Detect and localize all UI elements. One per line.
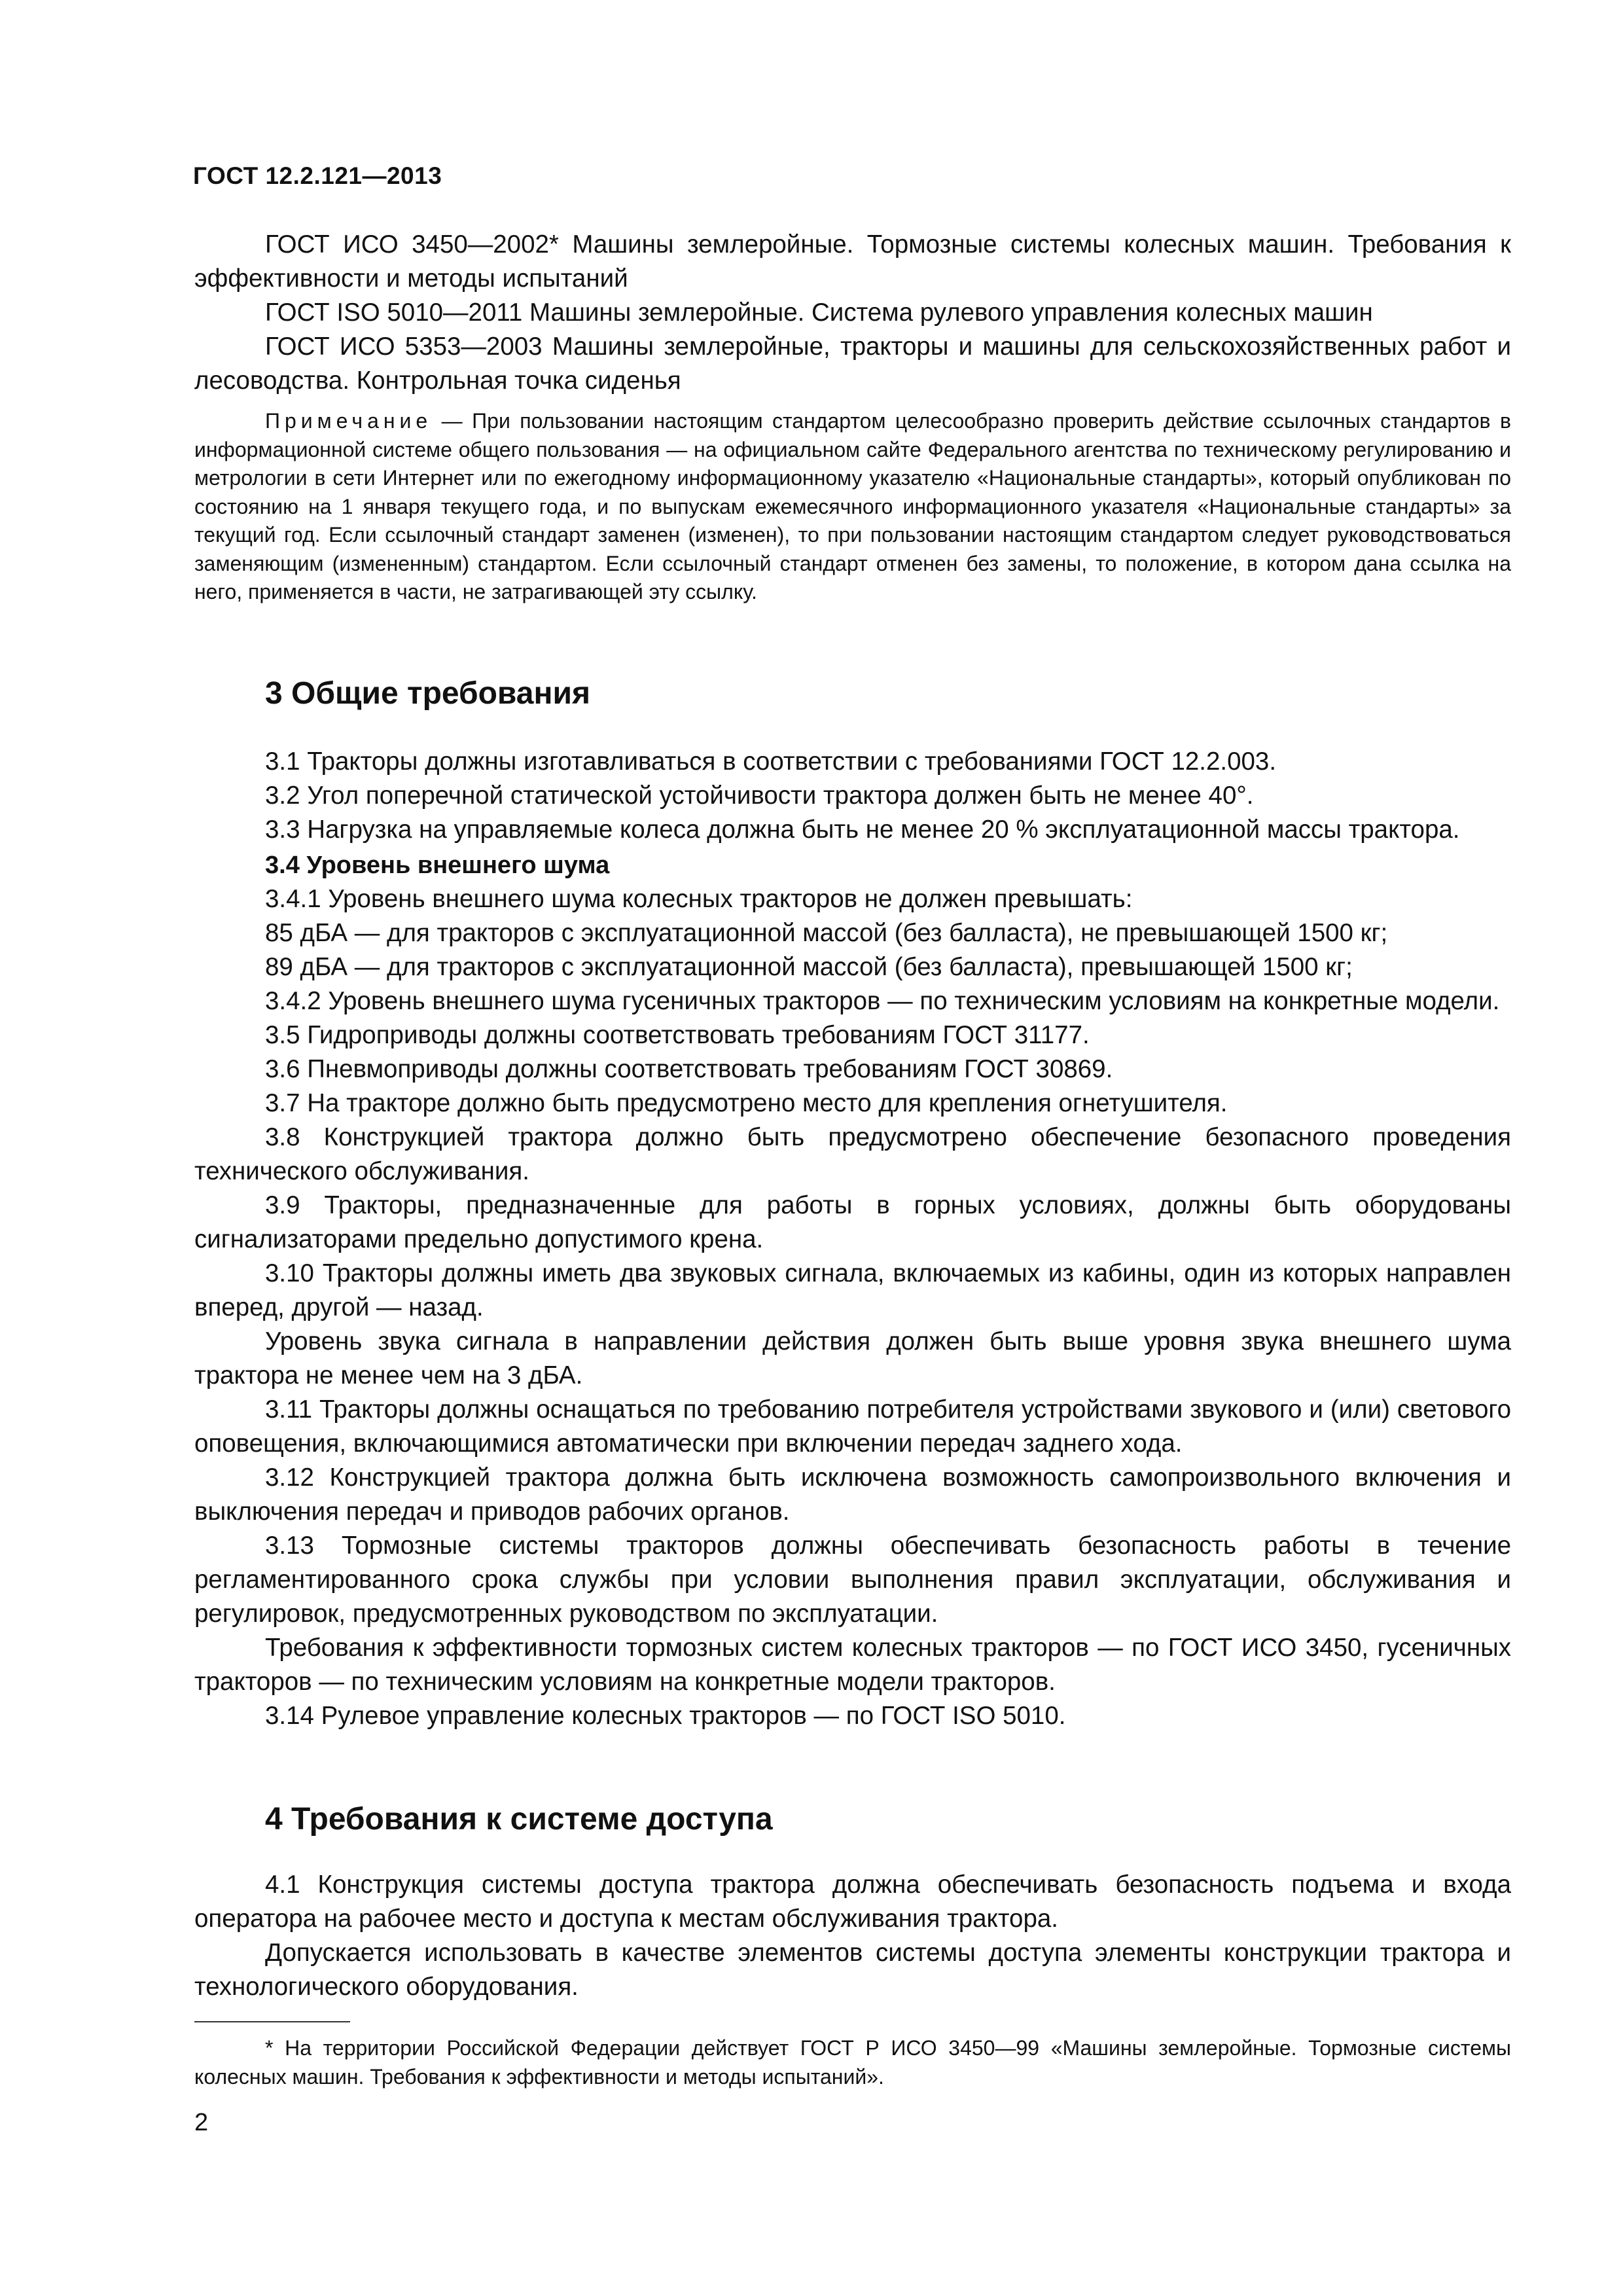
- clause-3-6: 3.6 Пневмоприводы должны соответствовать требованиям ГОСТ 30869.: [265, 1055, 1113, 1083]
- clause-3-5: 3.5 Гидроприводы должны соответствовать требованиям ГОСТ 31177.: [265, 1021, 1090, 1049]
- clause-3-1: 3.1 Тракторы должны изготавливаться в соответствии с требованиями ГОСТ 12.2.003.: [265, 747, 1277, 776]
- clause-3-4-heading: 3.4 Уровень внешнего шума: [265, 852, 610, 879]
- note-label: Примечание: [265, 409, 433, 433]
- clause-3-4-2: 3.4.2 Уровень внешнего шума гусеничных тракторов — по техническим условиям на конкретные модели.: [265, 987, 1500, 1015]
- clause-4-1-b: Допускается использовать в качестве элементов системы доступа элементы конструкции трактора и технологического оборудования.: [194, 1939, 1511, 2001]
- clause-3-3: 3.3 Нагрузка на управляемые колеса должна быть не менее 20 % эксплуатационной массы трактора.: [265, 816, 1460, 844]
- section-3: [194, 674, 1511, 1733]
- clause-3-4-1-b: 89 дБА — для тракторов с эксплуатационной массой (без балласта), превышающей 1500 кг;: [265, 953, 1353, 981]
- clause-3-7: 3.7 На тракторе должно быть предусмотрено место для крепления огнетушителя.: [265, 1089, 1228, 1117]
- note-paragraph: [194, 407, 1511, 607]
- clause-3-4-1-a: 85 дБА — для тракторов с эксплуатационной массой (без балласта), не превышающей 1500 кг;: [265, 919, 1388, 947]
- clause-3-14: 3.14 Рулевое управление колесных тракторов — по ГОСТ ISO 5010.: [265, 1702, 1066, 1730]
- clause-3-2: 3.2 Угол поперечной статической устойчивости трактора должен быть не менее 40°.: [265, 781, 1254, 810]
- reference-iso-5010: ГОСТ ISO 5010—2011 Машины землеройные. Система рулевого управления колесных машин: [265, 298, 1373, 327]
- reference-iso-5353: ГОСТ ИСО 5353—2003 Машины землеройные, тракторы и машины для сельскохозяйственных работ и лесоводства. Контрольная точка сиденья: [194, 332, 1511, 395]
- footnote-separator: [194, 2021, 350, 2022]
- footnote-block: [194, 2034, 1511, 2091]
- note-text: — При пользовании настоящим стандартом целесообразно проверить действие ссылочных стандартов в информационной системе общего пользования — на официальном сайте Федерального агентства по техническому регулированию и метрологии в сети Интернет или по ежегодному информационному указателю «Национальные стандарты», который опубликован по состоянию на 1 января текущего года, и по выпускам ежемесячного информационного указателя «Национальные стандарты» за текущий год. Если ссылочный стандарт заменен (изменен), то при пользовании настоящим стандартом следует руководствоваться заменяющим (измененным) стандартом. Если ссылочный стандарт отменен без замены, то положение, в котором дана ссылка на него, применяется в части, не затрагивающей эту ссылку.: [194, 409, 1511, 603]
- references-block: [194, 228, 1511, 398]
- clause-3-13-b: Требования к эффективности тормозных систем колесных тракторов — по ГОСТ ИСО 3450, гусеничных тракторов — по техническим условиям на конкретные модели тракторов.: [194, 1634, 1511, 1696]
- note-block: [194, 407, 1511, 607]
- section-4-heading: 4 Требования к системе доступа: [265, 1802, 773, 1837]
- page-header: ГОСТ 12.2.121—2013: [193, 162, 442, 189]
- clause-3-9: 3.9 Тракторы, предназначенные для работы в горных условиях, должны быть оборудованы сигнализаторами предельно допустимого крена.: [194, 1191, 1511, 1253]
- clause-3-10: 3.10 Тракторы должны иметь два звуковых сигнала, включаемых из кабины, один из которых направлен вперед, другой — назад.: [194, 1259, 1511, 1321]
- section-3-heading: 3 Общие требования: [265, 676, 590, 711]
- clause-3-8: 3.8 Конструкцией трактора должно быть предусмотрено обеспечение безопасного проведения технического обслуживания.: [194, 1123, 1511, 1185]
- clause-4-1: 4.1 Конструкция системы доступа трактора должна обеспечивать безопасность подъема и входа оператора на рабочее место и доступа к местам обслуживания трактора.: [194, 1871, 1511, 1933]
- clause-3-11: 3.11 Тракторы должны оснащаться по требованию потребителя устройствами звукового и (или) светового оповещения, включающимися автоматически при включении передач заднего хода.: [194, 1395, 1511, 1458]
- page-number: 2: [194, 2109, 209, 2136]
- clause-3-10-b: Уровень звука сигнала в направлении действия должен быть выше уровня звука внешнего шума трактора не менее чем на 3 дБА.: [194, 1327, 1511, 1390]
- clause-3-12: 3.12 Конструкцией трактора должна быть исключена возможность самопроизвольного включения и выключения передач и приводов рабочих органов.: [194, 1463, 1511, 1526]
- section-4: [194, 1800, 1511, 2004]
- footnote-text: * На территории Российской Федерации действует ГОСТ Р ИСО 3450—99 «Машины землеройные. Тормозные системы колесных машин. Требования к эффективности и методы испытаний».: [194, 2036, 1511, 2089]
- reference-iso-3450: ГОСТ ИСО 3450—2002* Машины землеройные. Тормозные системы колесных машин. Требования к эффективности и методы испытаний: [194, 230, 1511, 293]
- clause-3-4-1: 3.4.1 Уровень внешнего шума колесных тракторов не должен превышать:: [265, 885, 1133, 913]
- clause-3-13: 3.13 Тормозные системы тракторов должны обеспечивать безопасность работы в течение регламентированного срока службы при условии выполнения правил эксплуатации, обслуживания и регулировок, предусмотренных руководством по эксплуатации.: [194, 1532, 1511, 1628]
